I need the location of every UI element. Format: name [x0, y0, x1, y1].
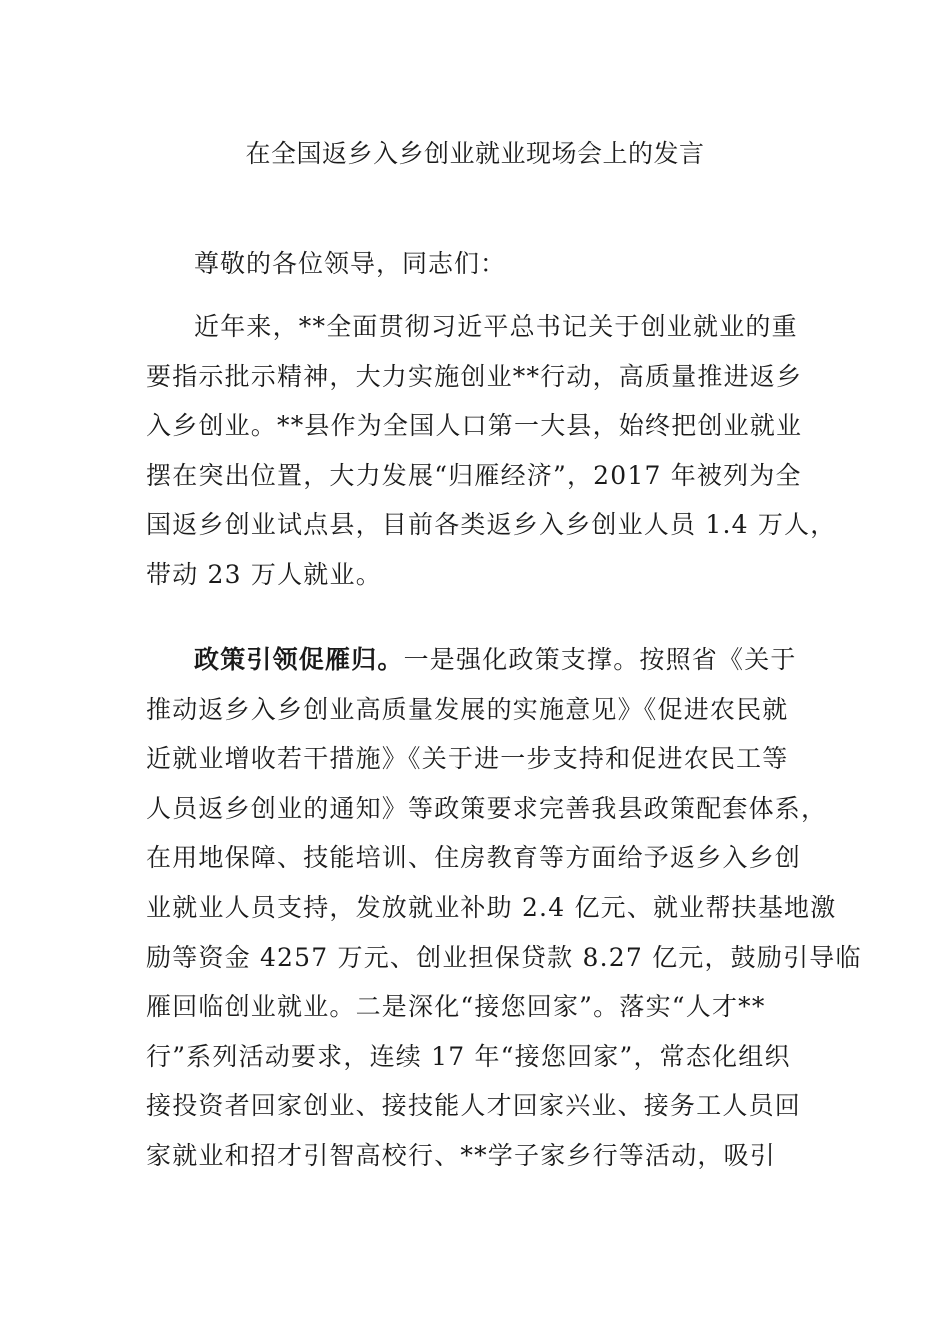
paragraph-line: 国返乡创业试点县，目前各类返乡入乡创业人员 1.4 万人， [146, 510, 837, 540]
paragraph-line: 励等资金 4257 万元、创业担保贷款 8.27 亿元，鼓励引导临 [146, 942, 862, 972]
paragraph-line [146, 635, 806, 685]
paragraph-line: 入乡创业。**县作为全国人口第一大县，始终把创业就业 [146, 411, 803, 441]
page-title: 在全国返乡入乡创业就业现场会上的发言 [245, 139, 705, 168]
paragraph-line: 接投资者回家创业、接技能人才回家兴业、接务工人员回 [146, 1091, 802, 1121]
paragraph-policy [146, 635, 862, 1181]
section-heading: 政策引领促雁归。 [194, 645, 404, 674]
paragraph-line: 家就业和招才引智高校行、**学子家乡行等活动，吸引 [146, 1140, 777, 1170]
paragraph-intro [146, 302, 837, 600]
paragraph-line: 行”系列活动要求，连续 17 年“接您回家”，常态化组织 [146, 1041, 791, 1071]
paragraph-line: 推动返乡入乡创业高质量发展的实施意见》《促进农民就 [146, 694, 789, 724]
paragraph-line: 近年来，**全面贯彻习近平总书记关于创业就业的重 [194, 312, 798, 341]
paragraph-line: 在用地保障、技能培训、住房教育等方面给予返乡入乡创 [146, 843, 802, 873]
paragraph-line: 摆在突出位置，大力发展“归雁经济”，2017 年被列为全 [146, 460, 802, 490]
paragraph-line: 要指示批示精神，大力实施创业**行动，高质量推进返乡 [146, 361, 803, 391]
paragraph-line: 业就业人员支持，发放就业补助 2.4 亿元、就业帮扶基地激 [146, 892, 837, 922]
paragraph-line: 人员返乡创业的通知》等政策要求完善我县政策配套体系， [146, 793, 828, 823]
paragraph-line: 近就业增收若干措施》《关于进一步支持和促进农民工等 [146, 744, 789, 774]
paragraph-line: 雁回临创业就业。二是深化“接您回家”。落实“人才** [146, 992, 766, 1022]
salutation: 尊敬的各位领导，同志们： [194, 249, 507, 278]
paragraph-line-rest: 一是强化政策支撑。按照省《关于 [403, 645, 797, 674]
paragraph-line: 带动 23 万人就业。 [146, 559, 382, 589]
